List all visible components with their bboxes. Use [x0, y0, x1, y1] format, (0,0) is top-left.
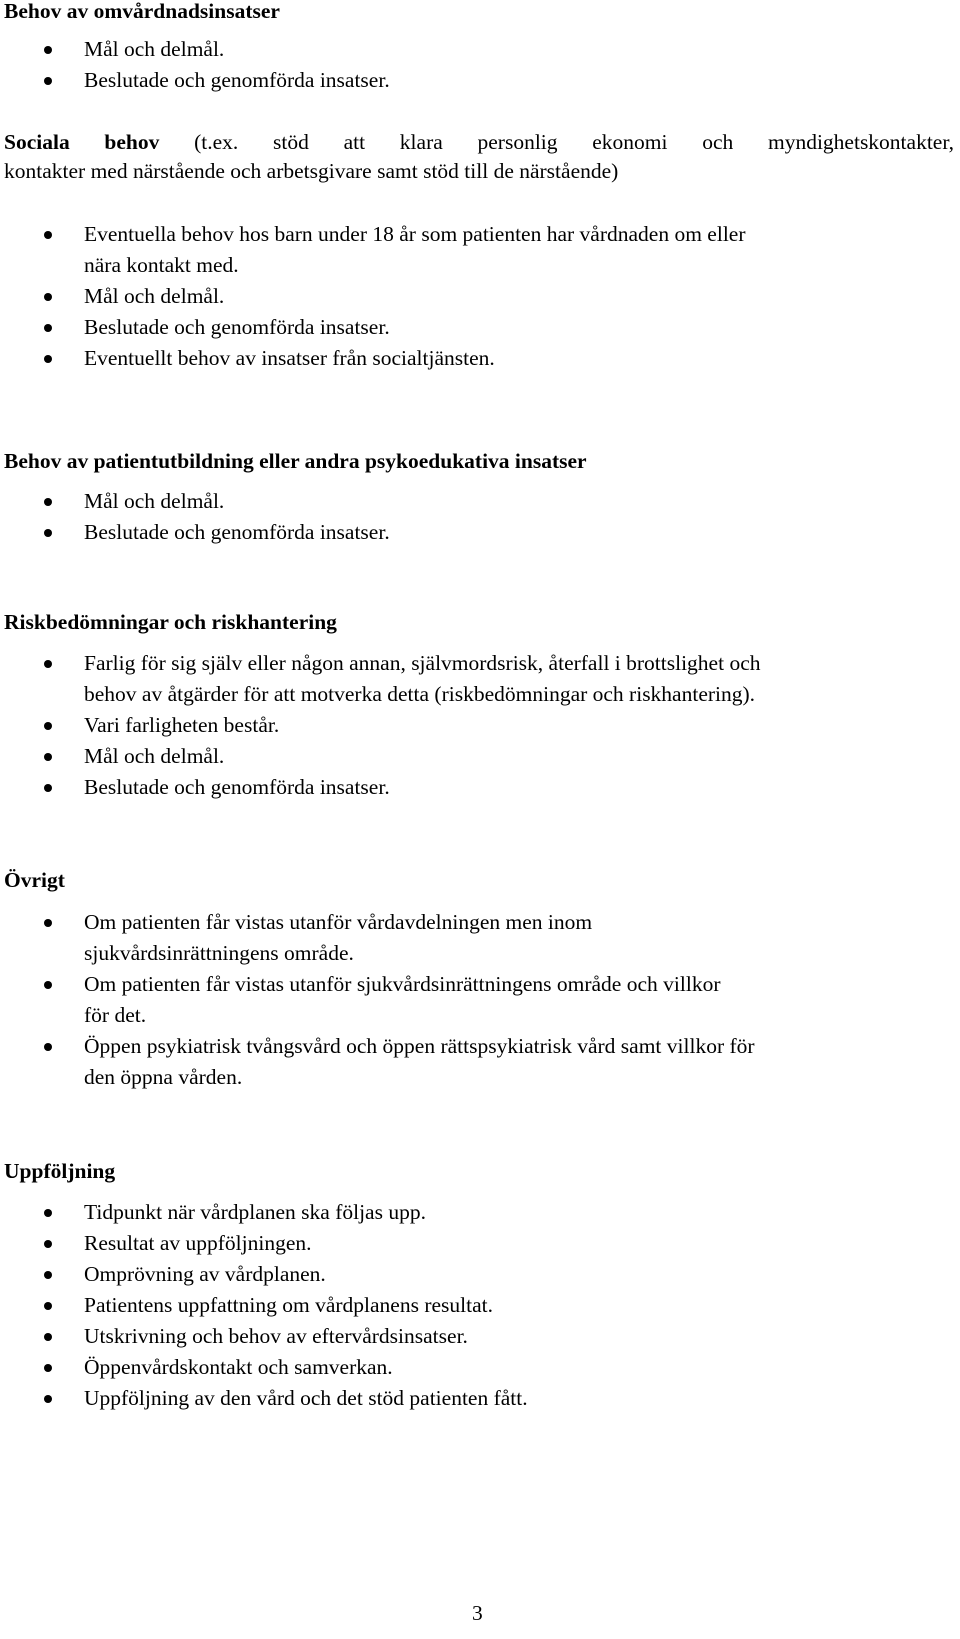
- bullet-icon: [44, 293, 52, 301]
- list-item: Omprövning av vårdplanen.: [0, 1259, 944, 1290]
- list-item: Patientens uppfattning om vårdplanens resultat.: [0, 1290, 944, 1321]
- bullet-list-uppfoljning: [0, 1197, 960, 1414]
- bullet-icon: [44, 981, 52, 989]
- list-item: Om patienten får vistas utanför vårdavdelningen men inom sjukvårdsinrättningens område.: [0, 907, 944, 969]
- section-heading-riskbedomningar: Riskbedömningar och riskhantering: [4, 610, 337, 634]
- bullet-icon: [44, 1302, 52, 1310]
- list-item: Beslutade och genomförda insatser.: [0, 517, 944, 548]
- bullet-list-omvardnad: [0, 34, 960, 96]
- bullet-icon: [44, 1395, 52, 1403]
- bullet-list-patientutbildning: [0, 486, 960, 548]
- bullet-icon: [44, 1209, 52, 1217]
- list-item: Mål och delmål.: [0, 34, 944, 65]
- section-heading-sociala-line2: kontakter med närstående och arbetsgivare samt stöd till de närstående): [4, 159, 619, 183]
- bullet-icon: [44, 498, 52, 506]
- list-item: Utskrivning och behov av eftervårdsinsatser.: [0, 1321, 944, 1352]
- list-item: Vari farligheten består.: [0, 710, 944, 741]
- list-item: Öppenvårdskontakt och samverkan.: [0, 1352, 944, 1383]
- section-heading-omvardnad: Behov av omvårdnadsinsatser: [4, 0, 280, 23]
- list-item: Beslutade och genomförda insatser.: [0, 772, 944, 803]
- bullet-icon: [44, 529, 52, 537]
- bullet-icon: [44, 324, 52, 332]
- bullet-icon: [44, 355, 52, 363]
- page-number: 3: [472, 1601, 483, 1625]
- list-item: Mål och delmål.: [0, 281, 944, 312]
- section-heading-ovrigt: Övrigt: [4, 868, 65, 892]
- section-heading-sociala: [4, 127, 954, 158]
- bullet-icon: [44, 77, 52, 85]
- bullet-list-sociala: [0, 219, 960, 374]
- bullet-icon: [44, 1271, 52, 1279]
- bullet-icon: [44, 1240, 52, 1248]
- list-item: Tidpunkt när vårdplanen ska följas upp.: [0, 1197, 944, 1228]
- bullet-icon: [44, 1043, 52, 1051]
- bullet-icon: [44, 660, 52, 668]
- bullet-list-riskbedomningar: [0, 648, 960, 803]
- section-heading-sociala-bold: Sociala behov: [4, 130, 160, 154]
- bullet-icon: [44, 1364, 52, 1372]
- list-item: Eventuellt behov av insatser från socialtjänsten.: [0, 343, 944, 374]
- bullet-icon: [44, 1333, 52, 1341]
- list-item: Eventuella behov hos barn under 18 år som patienten har vårdnaden om eller nära kontakt med.: [0, 219, 944, 281]
- bullet-icon: [44, 231, 52, 239]
- section-heading-patientutbildning: Behov av patientutbildning eller andra psykoedukativa insatser: [4, 449, 587, 473]
- list-item: Beslutade och genomförda insatser.: [0, 312, 944, 343]
- list-item: Uppföljning av den vård och det stöd patienten fått.: [0, 1383, 944, 1414]
- list-item: Farlig för sig själv eller någon annan, självmordsrisk, återfall i brottslighet och behov av åtgärder för att motverka detta (riskbedömningar och riskhantering).: [0, 648, 944, 710]
- bullet-icon: [44, 722, 52, 730]
- section-heading-sociala-rest: (t.ex. stöd att klara personlig ekonomi och myndighetskontakter,: [194, 130, 955, 154]
- section-heading-uppfoljning: Uppföljning: [4, 1159, 116, 1183]
- list-item: Öppen psykiatrisk tvångsvård och öppen rättspsykiatrisk vård samt villkor för den öppna vården.: [0, 1031, 944, 1093]
- list-item: Om patienten får vistas utanför sjukvårdsinrättningens område och villkor för det.: [0, 969, 944, 1031]
- list-item: Beslutade och genomförda insatser.: [0, 65, 944, 96]
- list-item: Mål och delmål.: [0, 741, 944, 772]
- bullet-list-ovrigt: [0, 907, 960, 1093]
- bullet-icon: [44, 753, 52, 761]
- bullet-icon: [44, 46, 52, 54]
- list-item: Resultat av uppföljningen.: [0, 1228, 944, 1259]
- bullet-icon: [44, 784, 52, 792]
- bullet-icon: [44, 919, 52, 927]
- list-item: Mål och delmål.: [0, 486, 944, 517]
